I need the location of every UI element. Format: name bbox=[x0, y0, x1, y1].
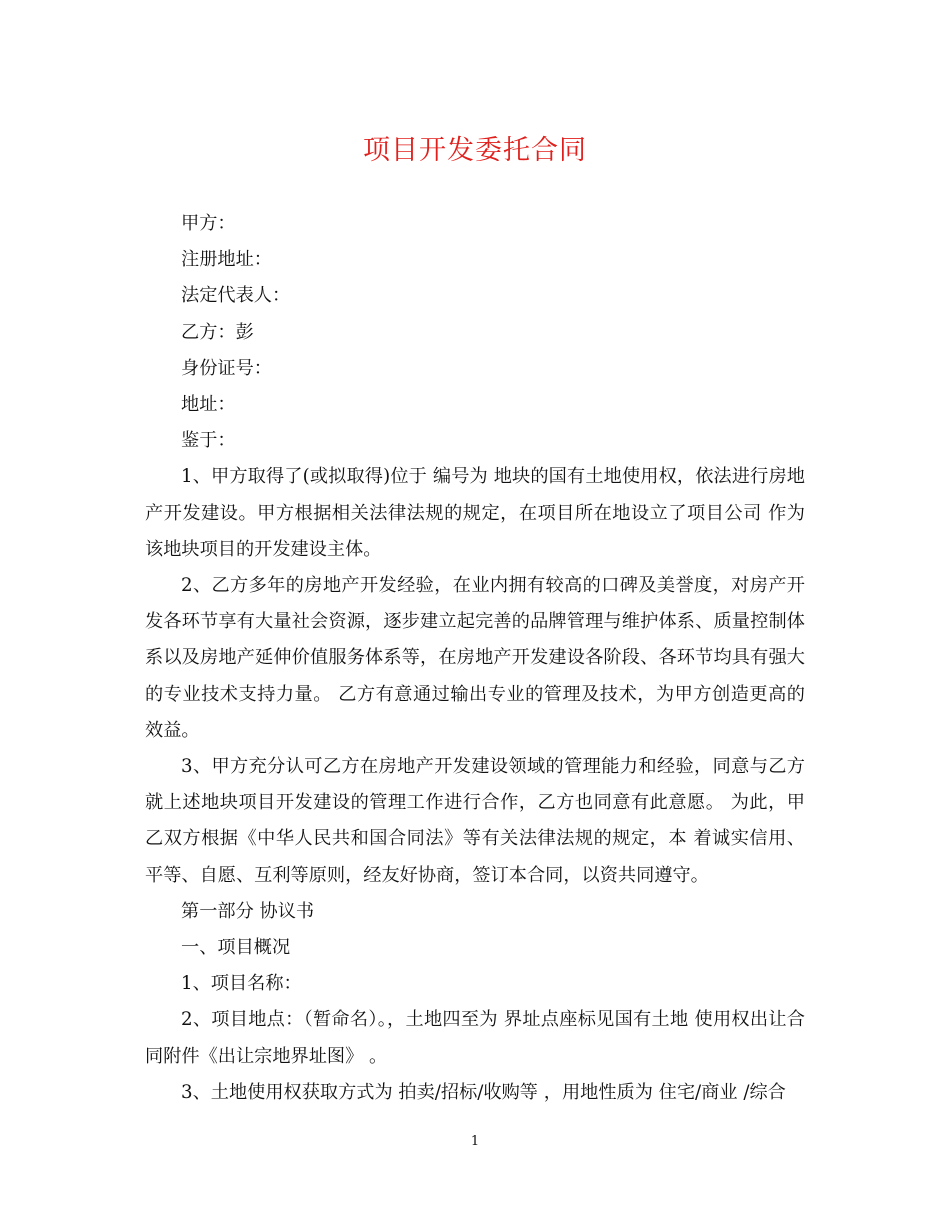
party-a-line: 甲方： bbox=[181, 213, 236, 234]
recital-1: 1、甲方取得了(或拟取得)位于 编号为 地块的国有土地使用权，依法进行房地产开发建设。甲方根据相关法律法规的规定，在项目所在地设立了项目公司 作为该地块项目的开发建设主体。 bbox=[145, 466, 805, 560]
project-location-clause: 2、项目地点：（暂命名）。，土地四至为 界址点座标见国有土地 使用权出让合同附件《出让宗地界址图》 。 bbox=[145, 1009, 805, 1067]
document-body bbox=[145, 206, 805, 1111]
recital-2: 2、乙方多年的房地产开发经验，在业内拥有较高的口碑及美誉度，对房产开发各环节享有大量社会资源，逐步建立起完善的品牌管理与维护体系、质量控制体系以及房地产延伸价值服务体系等，在房地产开发建设各阶段、各环节均具有强大的专业技术支持力量。 乙方有意通过输出专业的管理及技术，为甲方创造更高的效益。 bbox=[145, 575, 805, 741]
document-title: 项目开发委托合同 bbox=[363, 135, 587, 166]
address-line: 地址： bbox=[181, 394, 236, 416]
section-heading: 一、项目概况 bbox=[181, 937, 291, 959]
registered-address-line: 注册地址： bbox=[181, 249, 272, 271]
legal-representative-line: 法定代表人： bbox=[181, 285, 291, 307]
whereas-line: 鉴于： bbox=[181, 430, 236, 452]
page-number: 1 bbox=[470, 1134, 480, 1149]
land-use-clause: 3、土地使用权获取方式为 拍卖/招标/收购等 ，用地性质为 住宅/商业 /综合 bbox=[181, 1081, 786, 1103]
party-b-line: 乙方：彭 bbox=[181, 321, 254, 343]
id-number-line: 身份证号： bbox=[181, 357, 272, 379]
part-heading: 第一部分 协议书 bbox=[181, 900, 315, 922]
recital-3: 3、甲方充分认可乙方在房地产开发建设领域的管理能力和经验，同意与乙方就上述地块项目开发建设的管理工作进行合作，乙方也同意有此意愿。 为此，甲乙双方根据《中华人民共和国合同法》等有关法律法规的规定，本 着诚实信用、平等、自愿、互利等原则，经友好协商，签订本合同，以资共同遵守。 bbox=[145, 756, 805, 886]
project-name-line: 1、项目名称： bbox=[181, 973, 302, 995]
